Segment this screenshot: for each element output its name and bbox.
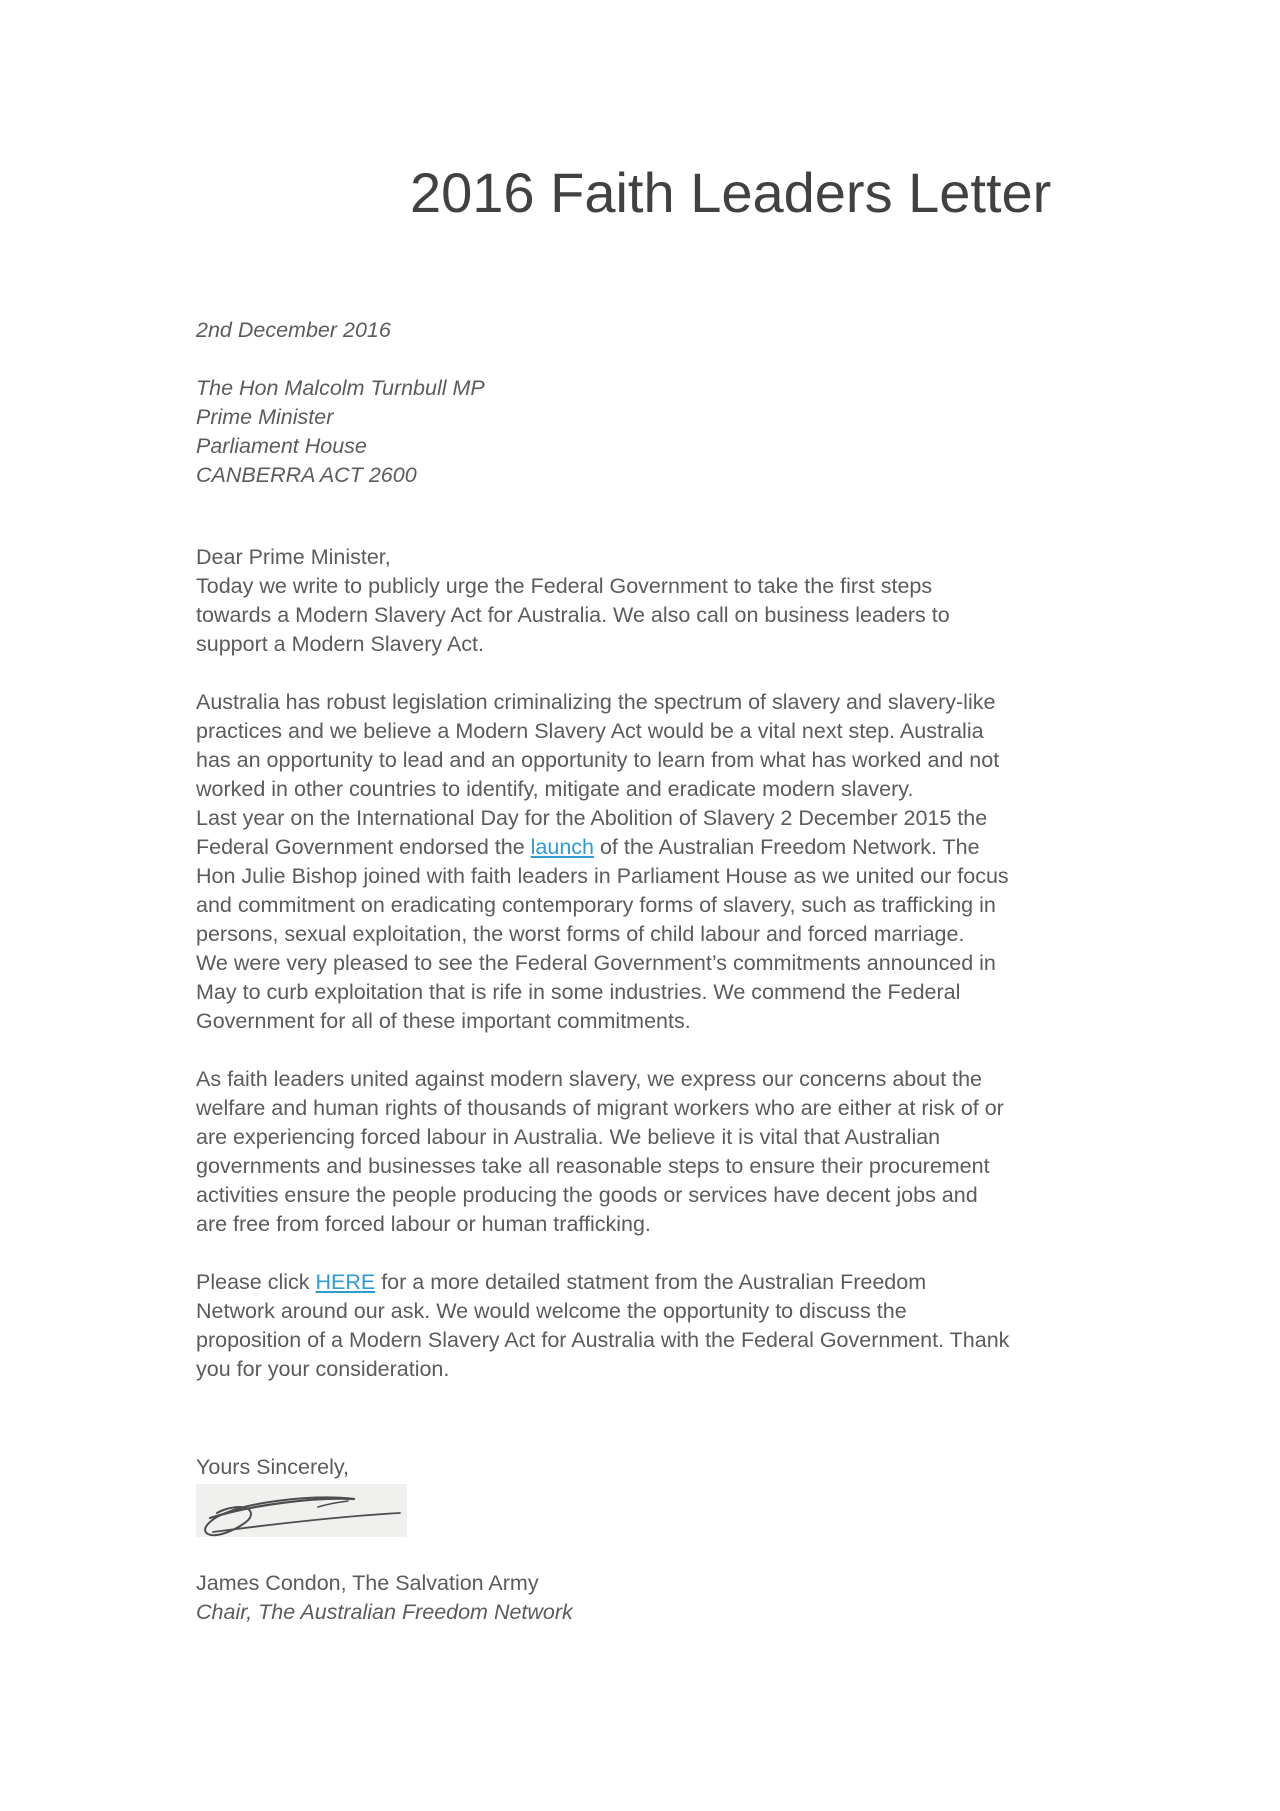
- letter-body-container: [196, 316, 1126, 1627]
- text-run: and commitment on eradicating contemporary forms of slavery, such as trafficking in: [196, 893, 996, 917]
- text-run: persons, sexual exploitation, the worst forms of child labour and forced marriage.: [196, 922, 965, 946]
- text-line: [196, 717, 1126, 746]
- text-run: support a Modern Slavery Act.: [196, 632, 485, 656]
- recipient-line: Parliament House: [196, 434, 367, 458]
- text-run: of the Australian Freedom Network. The: [594, 835, 980, 859]
- signatory-name: James Condon, The Salvation Army: [196, 1571, 539, 1595]
- paragraph-1: [196, 543, 1126, 659]
- text-run: for a more detailed statment from the Australian Freedom: [375, 1270, 927, 1294]
- recipient-line: CANBERRA ACT 2600: [196, 463, 417, 487]
- here-link[interactable]: HERE: [315, 1270, 376, 1294]
- closing-block: [196, 1453, 1126, 1537]
- text-line: [196, 630, 1126, 659]
- letter-title: 2016 Faith Leaders Letter: [410, 161, 1052, 224]
- text-run: Last year on the International Day for the Abolition of Slavery 2 December 2015 the: [196, 806, 988, 830]
- text-line: [196, 746, 1126, 775]
- launch-link[interactable]: launch: [530, 835, 594, 859]
- text-line: [196, 1181, 1126, 1210]
- text-run: Australia has robust legislation criminalizing the spectrum of slavery and slavery-like: [196, 690, 996, 714]
- text-line: [196, 1152, 1126, 1181]
- text-run: proposition of a Modern Slavery Act for Australia with the Federal Government. Thank: [196, 1328, 1010, 1352]
- paragraph-3: [196, 1065, 1126, 1239]
- text-run: towards a Modern Slavery Act for Australia. We also call on business leaders to: [196, 603, 950, 627]
- letter-paragraphs: [196, 543, 1126, 1384]
- text-run: Please click: [196, 1270, 316, 1294]
- text-line: [196, 1123, 1126, 1152]
- text-run: are free from forced labour or human trafficking.: [196, 1212, 651, 1236]
- recipient-address: [196, 374, 1126, 490]
- text-line: [196, 804, 1126, 833]
- text-run: Government for all of these important commitments.: [196, 1009, 691, 1033]
- text-line: [196, 775, 1126, 804]
- closing-salutation: Yours Sincerely,: [196, 1455, 349, 1479]
- text-run: you for your consideration.: [196, 1357, 450, 1381]
- paragraph-2: [196, 688, 1126, 1036]
- text-run: Hon Julie Bishop joined with faith leaders in Parliament House as we united our focus: [196, 864, 1009, 888]
- text-line: [196, 572, 1126, 601]
- text-line: [196, 1355, 1126, 1384]
- text-line: [196, 688, 1126, 717]
- text-line: [196, 891, 1126, 920]
- text-line: [196, 862, 1126, 891]
- text-run: worked in other countries to identify, mitigate and eradicate modern slavery.: [196, 777, 914, 801]
- text-line: [196, 1268, 1126, 1297]
- text-run: Dear Prime Minister,: [196, 545, 391, 569]
- signatory-block: [196, 1569, 1126, 1627]
- text-line: [196, 601, 1126, 630]
- text-run: Network around our ask. We would welcome the opportunity to discuss the: [196, 1299, 907, 1323]
- letter-date: 2nd December 2016: [196, 318, 391, 342]
- text-line: [196, 1326, 1126, 1355]
- text-line: [196, 1007, 1126, 1036]
- text-line: [196, 543, 1126, 572]
- recipient-line: Prime Minister: [196, 405, 334, 429]
- text-line: [196, 1094, 1126, 1123]
- text-run: Today we write to publicly urge the Federal Government to take the first steps: [196, 574, 933, 598]
- paragraph-4: [196, 1268, 1126, 1384]
- signatory-title: Chair, The Australian Freedom Network: [196, 1600, 573, 1624]
- text-run: governments and businesses take all reasonable steps to ensure their procurement: [196, 1154, 990, 1178]
- text-run: We were very pleased to see the Federal Government’s commitments announced in: [196, 951, 996, 975]
- text-run: has an opportunity to lead and an opportunity to learn from what has worked and not: [196, 748, 1000, 772]
- text-run: welfare and human rights of thousands of migrant workers who are either at risk of or: [196, 1096, 1004, 1120]
- text-run: May to curb exploitation that is rife in some industries. We commend the Federal: [196, 980, 961, 1004]
- text-line: [196, 978, 1126, 1007]
- recipient-line: The Hon Malcolm Turnbull MP: [196, 376, 485, 400]
- text-run: Federal Government endorsed the: [196, 835, 531, 859]
- text-line: [196, 1065, 1126, 1094]
- text-run: are experiencing forced labour in Australia. We believe it is vital that Australian: [196, 1125, 941, 1149]
- text-line: [196, 833, 1126, 862]
- text-run: activities ensure the people producing the goods or services have decent jobs and: [196, 1183, 978, 1207]
- text-line: [196, 949, 1126, 978]
- text-line: [196, 1210, 1126, 1239]
- text-run: As faith leaders united against modern slavery, we express our concerns about the: [196, 1067, 982, 1091]
- signature-image: [196, 1484, 407, 1537]
- text-line: [196, 1297, 1126, 1326]
- text-run: practices and we believe a Modern Slavery Act would be a vital next step. Australia: [196, 719, 984, 743]
- text-line: [196, 920, 1126, 949]
